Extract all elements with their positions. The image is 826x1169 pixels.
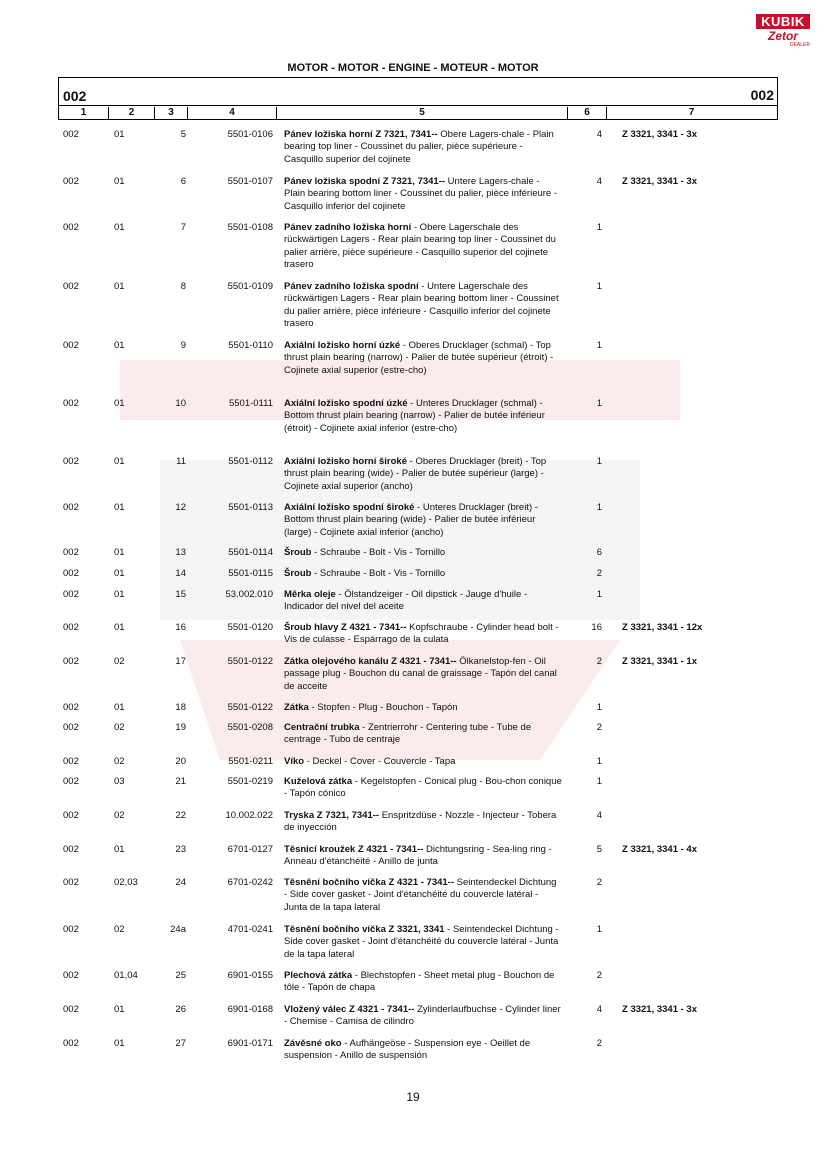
- part-translations: Kopfschraube - Cylinder head bolt - Vis de culasse - Espárrago de la culata: [284, 622, 559, 646]
- quantity: 2: [596, 877, 602, 888]
- part-translations: Untere Lagers-chale - Plain bearing bottom liner - Coussinet du palier, pièce inférieure - Casquillo inferior del cojinete: [284, 176, 558, 212]
- part-group: 002: [63, 547, 79, 558]
- part-name-cz: Kuželová zátka: [284, 776, 353, 787]
- part-number: 5501-0113: [228, 502, 273, 513]
- part-group: 002: [63, 924, 79, 935]
- position: 24: [175, 877, 186, 888]
- part-name-cz: Vložený válec Z 4321 - 7341--: [284, 1004, 415, 1015]
- position: 14: [175, 568, 186, 579]
- part-description: [284, 702, 562, 714]
- part-description: [284, 776, 562, 801]
- part-translations: - Oberes Drucklager (schmal) - Top thrust plain bearing (narrow) - Palier de butée supérieur (étroit) - Cojinete axial superior (estre-cho): [284, 340, 554, 376]
- quantity: 2: [596, 970, 602, 981]
- part-name-cz: Těsnění bočního víčka Z 3321, 3341: [284, 924, 445, 935]
- part-variant: 02: [114, 924, 125, 935]
- position: 15: [175, 589, 186, 600]
- part-number: 6701-0127: [227, 844, 273, 855]
- part-number: 4701-0241: [227, 924, 273, 935]
- position: 6: [180, 176, 186, 187]
- position: 22: [175, 810, 186, 821]
- part-description: [284, 924, 562, 961]
- column-header: 2: [109, 107, 155, 119]
- part-variant: 01: [114, 568, 125, 579]
- part-description: [284, 222, 562, 272]
- part-translations: Obere Lagers-chale - Plain bearing top liner - Coussinet du palier, pièce supérieure - Casquillo superior del cojinete: [284, 129, 554, 165]
- part-variant: 01: [114, 1038, 125, 1049]
- position: 24a: [170, 924, 186, 935]
- part-name-cz: Axiální ložisko spodní široké: [284, 502, 415, 513]
- position: 20: [175, 756, 186, 767]
- position: 10: [175, 398, 186, 409]
- part-name-cz: Těsnicí kroužek Z 4321 - 7341--: [284, 844, 424, 855]
- part-name-cz: Víko: [284, 756, 305, 767]
- part-variant: 01: [114, 502, 125, 513]
- part-variant: 01: [114, 222, 125, 233]
- part-group: 002: [63, 844, 79, 855]
- part-number: 5501-0122: [227, 702, 273, 713]
- part-group: 002: [63, 722, 79, 733]
- part-group: 002: [63, 222, 79, 233]
- section-header: [58, 77, 778, 106]
- position: 13: [175, 547, 186, 558]
- section-code-right: 002: [750, 87, 774, 103]
- position: 9: [180, 340, 186, 351]
- quantity: 4: [596, 1004, 602, 1015]
- part-variant: 01: [114, 456, 125, 467]
- part-translations: - Blechstopfen - Sheet metal plug - Bouchon de tôle - Tapón de chapa: [284, 970, 555, 994]
- part-name-cz: Závěsné oko: [284, 1038, 342, 1049]
- part-description: [284, 129, 562, 166]
- part-number: 5501-0107: [227, 176, 273, 187]
- part-translations: - Deckel - Cover - Couvercle - Tapa: [304, 756, 456, 767]
- part-description: [284, 656, 562, 693]
- part-name-cz: Tryska Z 7321, 7341--: [284, 810, 380, 821]
- quantity: 2: [596, 568, 602, 579]
- part-number: 5501-0120: [227, 622, 273, 633]
- logo-zetor: Zetor: [768, 29, 798, 43]
- part-group: 002: [63, 810, 79, 821]
- part-group: 002: [63, 281, 79, 292]
- position: 25: [175, 970, 186, 981]
- part-number: 5501-0211: [228, 756, 273, 767]
- part-group: 002: [63, 970, 79, 981]
- part-name-cz: Centrační trubka: [284, 722, 360, 733]
- position: 18: [175, 702, 186, 713]
- position: 12: [175, 502, 186, 513]
- part-name-cz: Měrka oleje: [284, 589, 336, 600]
- part-number: 5501-0115: [228, 568, 273, 579]
- applicability-note: Z 3321, 3341 - 4x: [622, 844, 697, 855]
- part-name-cz: Pánev zadního ložiska spodní: [284, 281, 419, 292]
- part-group: 002: [63, 398, 79, 409]
- column-header: 5: [277, 107, 568, 119]
- part-description: [284, 1038, 562, 1063]
- part-translations: - Seintendeckel Dichtung - Side cover gasket - Joint d'étanchéité du couvercle latéral - Junta de la tapa lateral: [284, 924, 559, 960]
- part-group: 002: [63, 756, 79, 767]
- part-description: [284, 176, 562, 213]
- part-description: [284, 589, 562, 614]
- part-description: [284, 281, 562, 331]
- part-variant: 01: [114, 398, 125, 409]
- part-variant: 02: [114, 656, 125, 667]
- part-translations: - Stopfen - Plug - Bouchon - Tapón: [308, 702, 458, 713]
- applicability-note: Z 3321, 3341 - 1x: [622, 656, 697, 667]
- part-name-cz: Pánev ložiska spodní Z 7321, 7341--: [284, 176, 446, 187]
- part-description: [284, 810, 562, 835]
- part-variant: 01: [114, 622, 125, 633]
- part-number: 6901-0155: [227, 970, 273, 981]
- part-group: 002: [63, 568, 79, 579]
- part-variant: 01: [114, 844, 125, 855]
- part-number: 5501-0208: [227, 722, 273, 733]
- part-number: 53.002.010: [225, 589, 273, 600]
- part-translations: - Aufhängeöse - Suspension eye - Oeillet de suspension - Anillo de suspensión: [284, 1038, 531, 1062]
- part-variant: 01: [114, 589, 125, 600]
- quantity: 1: [596, 702, 602, 713]
- part-description: [284, 568, 562, 580]
- part-number: 5501-0111: [228, 398, 273, 409]
- part-name-cz: Zátka: [284, 702, 309, 713]
- part-translations: Enspritzdüse - Nozzle - Injecteur - Tobera de inyección: [284, 810, 557, 834]
- quantity: 1: [596, 222, 602, 233]
- part-variant: 02,03: [114, 877, 138, 888]
- part-translations: Ölkanelstop-fen - Oil passage plug - Bouchon du canal de graissage - Tapón del canal de acceite: [284, 656, 557, 692]
- part-translations: - Ölstandzeiger - Oil dipstick - Jauge d'huile - Indicador del nivel del aceite: [284, 589, 528, 613]
- column-header: 6: [568, 107, 607, 119]
- part-number: 5501-0219: [227, 776, 273, 787]
- part-group: 002: [63, 776, 79, 787]
- quantity: 4: [596, 176, 602, 187]
- column-header: 7: [688, 107, 695, 118]
- part-variant: 01: [114, 176, 125, 187]
- quantity: 6: [596, 547, 602, 558]
- part-description: [284, 844, 562, 869]
- quantity: 1: [596, 776, 602, 787]
- part-variant: 01,04: [114, 970, 138, 981]
- logo-dealer: DEALER: [789, 42, 810, 48]
- part-number: 5501-0112: [228, 456, 273, 467]
- position: 7: [180, 222, 186, 233]
- position: 21: [175, 776, 186, 787]
- part-translations: - Unteres Drucklager (schmal) - Bottom thrust plain bearing (narrow) - Palier de butée inférieur (étroit) - Cojinete axial inferior (estre-cho): [284, 398, 545, 434]
- position: 19: [175, 722, 186, 733]
- part-group: 002: [63, 622, 79, 633]
- part-description: [284, 456, 562, 493]
- part-group: 002: [63, 129, 79, 140]
- quantity: 1: [596, 589, 602, 600]
- part-translations: - Oberes Drucklager (breit) - Top thrust plain bearing (wide) - Palier de butée supérieur (large) - Cojinete axial superior (ancho): [284, 456, 547, 492]
- part-translations: - Schraube - Bolt - Vis - Tornillo: [311, 547, 446, 558]
- part-translations: - Obere Lagerschale des rückwärtigen Lagers - Rear plain bearing top liner - Coussinet du palier arrière, pièce supérieure - Casquillo superior del cojinete trasero: [284, 222, 556, 271]
- column-header: 4: [188, 107, 277, 119]
- part-translations: Seintendeckel Dichtung - Side cover gasket - Joint d'étanchéité du couvercle latéral - Junta de la tapa lateral: [284, 877, 557, 913]
- part-variant: 01: [114, 340, 125, 351]
- quantity: 2: [596, 722, 602, 733]
- part-variant: 01: [114, 281, 125, 292]
- applicability-note: Z 3321, 3341 - 3x: [622, 176, 697, 187]
- part-description: [284, 756, 562, 768]
- quantity: 2: [596, 656, 602, 667]
- quantity: 1: [596, 281, 602, 292]
- part-description: [284, 722, 562, 747]
- part-number: 5501-0108: [227, 222, 273, 233]
- part-description: [284, 340, 562, 377]
- part-group: 002: [63, 176, 79, 187]
- part-description: [284, 502, 562, 539]
- position: 26: [175, 1004, 186, 1015]
- part-translations: - Untere Lagerschale des rückwärtigen Lagers - Rear plain bearing bottom liner - Coussinet du palier arrière, pièce inférieure - Casquillo inferior del cojinete trasero: [284, 281, 559, 330]
- page-number: 19: [406, 1090, 420, 1104]
- part-variant: 02: [114, 722, 125, 733]
- quantity: 1: [596, 924, 602, 935]
- part-name-cz: Axiální ložisko horní široké: [284, 456, 408, 467]
- part-group: 002: [63, 340, 79, 351]
- part-description: [284, 398, 562, 435]
- quantity: 4: [596, 810, 602, 821]
- quantity: 1: [596, 456, 602, 467]
- applicability-note: Z 3321, 3341 - 3x: [622, 1004, 697, 1015]
- quantity: 1: [596, 756, 602, 767]
- part-group: 002: [63, 1004, 79, 1015]
- part-name-cz: Axiální ložisko horní úzké: [284, 340, 401, 351]
- position: 5: [180, 129, 186, 140]
- part-description: [284, 547, 562, 559]
- applicability-note: Z 3321, 3341 - 12x: [622, 622, 703, 633]
- part-variant: 01: [114, 129, 125, 140]
- position: 11: [176, 456, 186, 467]
- position: 27: [175, 1038, 186, 1049]
- part-name-cz: Těsnění bočního víčka Z 4321 - 7341--: [284, 877, 455, 888]
- part-translations: Zylinderlaufbuchse - Cylinder liner - Chemise - Camisa de cilindro: [284, 1004, 561, 1028]
- quantity: 2: [596, 1038, 602, 1049]
- part-variant: 03: [114, 776, 125, 787]
- section-code-left: 002: [63, 88, 87, 104]
- part-translations: - Schraube - Bolt - Vis - Tornillo: [311, 568, 446, 579]
- column-header: 1: [59, 107, 109, 119]
- position: 23: [175, 844, 186, 855]
- part-variant: 01: [114, 1004, 125, 1015]
- part-group: 002: [63, 877, 79, 888]
- part-number: 5501-0109: [227, 281, 273, 292]
- part-translations: - Zentrierrohr - Centering tube - Tube de centrage - Tubo de centraje: [284, 722, 532, 746]
- quantity: 1: [596, 398, 602, 409]
- part-number: 5501-0114: [228, 547, 273, 558]
- logo-kubik: KUBIK: [756, 14, 810, 29]
- quantity: 5: [596, 844, 602, 855]
- part-number: 6701-0242: [227, 877, 273, 888]
- part-number: 5501-0122: [227, 656, 273, 667]
- part-number: 6901-0171: [227, 1038, 273, 1049]
- part-group: 002: [63, 702, 79, 713]
- part-group: 002: [63, 456, 79, 467]
- part-group: 002: [63, 656, 79, 667]
- part-variant: 01: [114, 702, 125, 713]
- part-variant: 02: [114, 756, 125, 767]
- part-description: [284, 1004, 562, 1029]
- page-title: MOTOR - MOTOR - ENGINE - MOTEUR - MOTOR: [287, 62, 539, 74]
- part-name-cz: Šroub hlavy Z 4321 - 7341--: [284, 622, 407, 633]
- applicability-note: Z 3321, 3341 - 3x: [622, 129, 697, 140]
- part-description: [284, 622, 562, 647]
- part-name-cz: Zátka olejového kanálu Z 4321 - 7341--: [284, 656, 457, 667]
- part-variant: 01: [114, 547, 125, 558]
- part-translations: Dichtungsring - Sea-ling ring - Anneau d'étanchéité - Anillo de junta: [284, 844, 552, 868]
- part-name-cz: Pánev zadního ložiska horní: [284, 222, 412, 233]
- part-translations: - Kegelstopfen - Conical plug - Bou-chon conique - Tapón cónico: [284, 776, 562, 800]
- part-translations: - Unteres Drucklager (breit) - Bottom thrust plain bearing (wide) - Palier de butée inférieur (large) - Cojinete axial inferior (ancho): [284, 502, 538, 538]
- quantity: 16: [591, 622, 602, 633]
- position: 17: [175, 656, 186, 667]
- quantity: 1: [596, 502, 602, 513]
- part-group: 002: [63, 502, 79, 513]
- part-name-cz: Pánev ložiska horní Z 7321, 7341--: [284, 129, 438, 140]
- part-variant: 02: [114, 810, 125, 821]
- part-name-cz: Axiální ložisko spodní úzké: [284, 398, 408, 409]
- part-description: [284, 970, 562, 995]
- kubik-zetor-logo: [756, 14, 810, 48]
- part-number: 5501-0106: [227, 129, 273, 140]
- part-number: 5501-0110: [228, 340, 273, 351]
- quantity: 1: [596, 340, 602, 351]
- part-description: [284, 877, 562, 914]
- position: 8: [180, 281, 186, 292]
- part-group: 002: [63, 1038, 79, 1049]
- part-name-cz: Šroub: [284, 568, 312, 579]
- part-group: 002: [63, 589, 79, 600]
- quantity: 4: [596, 129, 602, 140]
- column-header-row: [58, 106, 778, 120]
- column-header: 3: [155, 107, 188, 119]
- position: 16: [175, 622, 186, 633]
- part-name-cz: Plechová zátka: [284, 970, 353, 981]
- part-number: 6901-0168: [227, 1004, 273, 1015]
- part-number: 10.002.022: [225, 810, 273, 821]
- part-name-cz: Šroub: [284, 547, 312, 558]
